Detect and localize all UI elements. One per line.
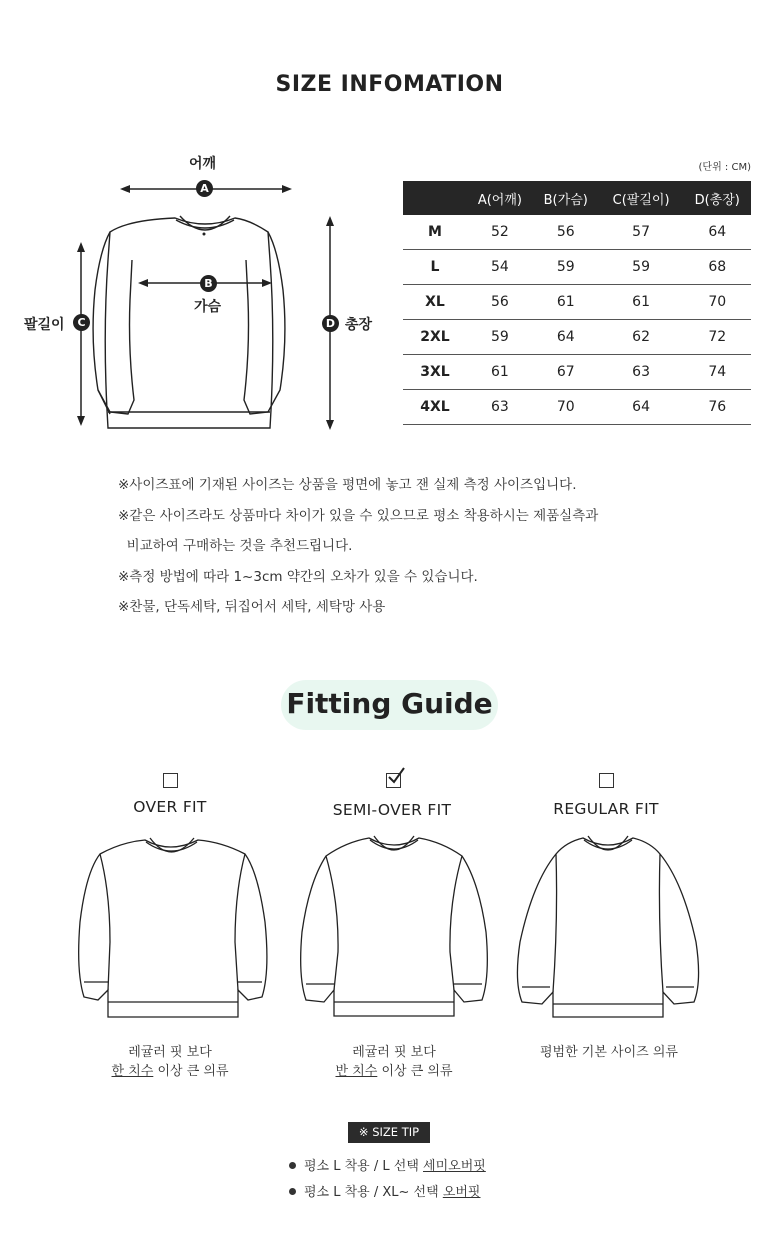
over-fit-sweatshirt <box>70 832 275 1027</box>
table-cell: 72 <box>683 320 751 355</box>
size-tip-line <box>289 1181 481 1200</box>
fit-desc-semi-over <box>274 1043 514 1081</box>
table-cell: 57 <box>599 215 684 250</box>
size-tip-text: 평소 L 착용 / XL~ 선택 <box>304 1185 443 1200</box>
table-row <box>403 215 751 250</box>
fit-label-regular: REGULAR FIT <box>553 800 659 818</box>
fit-desc-line: 평범한 기본 사이즈 의류 <box>540 1045 678 1060</box>
table-header-cell <box>403 181 467 215</box>
marker-b: B <box>200 275 217 292</box>
fitting-guide-title: Fitting Guide <box>281 680 498 730</box>
sleeve-label: 팔길이 <box>24 317 65 333</box>
fit-label-semi-over: SEMI-OVER FIT <box>332 801 452 819</box>
fit-desc-line <box>50 1062 290 1081</box>
fit-desc-rest: 이상 큰 의류 <box>377 1064 453 1079</box>
fit-label-over: OVER FIT <box>133 798 207 816</box>
table-cell: 63 <box>467 390 533 425</box>
table-cell: 56 <box>533 215 599 250</box>
table-row <box>403 320 751 355</box>
table-cell: 67 <box>533 355 599 390</box>
page-title: SIZE INFOMATION <box>275 72 504 97</box>
table-header-cell: B(가슴) <box>533 181 599 215</box>
size-table-header <box>403 181 751 215</box>
fit-desc-line <box>274 1062 514 1081</box>
fit-desc-emphasis: 한 치수 <box>111 1064 154 1079</box>
size-notes <box>118 470 598 623</box>
note-line: ※찬물, 단독세탁, 뒤집어서 세탁, 세탁망 사용 <box>118 599 386 615</box>
bullet-icon <box>289 1162 296 1169</box>
table-cell: 54 <box>467 250 533 285</box>
marker-c: C <box>73 314 90 331</box>
table-cell: 61 <box>599 285 684 320</box>
table-cell: 70 <box>683 285 751 320</box>
size-table <box>403 181 751 425</box>
table-cell: 59 <box>599 250 684 285</box>
shoulder-label: 어깨 <box>189 156 217 172</box>
fit-desc-regular <box>489 1043 729 1062</box>
checkbox-icon <box>599 773 614 788</box>
size-tip-badge: ※ SIZE TIP <box>348 1122 430 1143</box>
table-row <box>403 285 751 320</box>
chest-label: 가슴 <box>194 299 222 315</box>
bullet-icon <box>289 1188 296 1195</box>
note-line: ※측정 방법에 따라 1~3cm 약간의 오차가 있을 수 있습니다. <box>118 568 478 585</box>
table-cell: 64 <box>533 320 599 355</box>
table-row <box>403 355 751 390</box>
checkmark-icon <box>384 765 406 787</box>
table-cell: 61 <box>533 285 599 320</box>
size-tip-emphasis: 세미오버핏 <box>423 1159 486 1174</box>
semi-over-fit-sweatshirt <box>294 832 494 1027</box>
table-cell: 63 <box>599 355 684 390</box>
length-label: 총장 <box>345 317 373 333</box>
table-row <box>403 250 751 285</box>
table-cell: 70 <box>533 390 599 425</box>
fit-desc-emphasis: 반 치수 <box>335 1064 378 1079</box>
table-cell: 52 <box>467 215 533 250</box>
checkbox-icon <box>163 773 178 788</box>
fit-desc-line: 레귤러 핏 보다 <box>128 1045 212 1060</box>
table-cell: 64 <box>599 390 684 425</box>
size-tip-line <box>289 1155 486 1174</box>
size-cell: XL <box>403 285 467 320</box>
fit-desc-rest: 이상 큰 의류 <box>153 1064 229 1079</box>
fit-desc-line: 레귤러 핏 보다 <box>352 1045 436 1060</box>
marker-a: A <box>196 180 213 197</box>
note-line: ※같은 사이즈라도 상품마다 차이가 있을 수 있으므로 평소 착용하시는 제품실측과 <box>118 507 599 524</box>
table-cell: 56 <box>467 285 533 320</box>
marker-d: D <box>322 315 339 332</box>
note-line: 비교하여 구매하는 것을 추천드립니다. <box>118 538 353 554</box>
table-row <box>403 390 751 425</box>
note-line: ※사이즈표에 기재된 사이즈는 상품을 평면에 놓고 잰 실제 측정 사이즈입니다. <box>118 477 577 493</box>
size-tip-text: 평소 L 착용 / L 선택 <box>304 1159 424 1174</box>
table-cell: 61 <box>467 355 533 390</box>
size-cell: 2XL <box>403 320 467 355</box>
size-cell: 4XL <box>403 390 467 425</box>
table-cell: 62 <box>599 320 684 355</box>
table-header-cell: A(어깨) <box>467 181 533 215</box>
size-cell: M <box>403 215 467 250</box>
unit-label: (단위 : CM) <box>698 162 751 173</box>
table-cell: 68 <box>683 250 751 285</box>
size-cell: 3XL <box>403 355 467 390</box>
table-header-cell: D(총장) <box>683 181 751 215</box>
table-cell: 64 <box>683 215 751 250</box>
table-header-cell: C(팔길이) <box>599 181 684 215</box>
table-cell: 59 <box>467 320 533 355</box>
table-cell: 74 <box>683 355 751 390</box>
table-cell: 59 <box>533 250 599 285</box>
fit-desc-over <box>50 1043 290 1081</box>
table-cell: 76 <box>683 390 751 425</box>
size-tip-emphasis: 오버핏 <box>442 1185 481 1200</box>
size-cell: L <box>403 250 467 285</box>
regular-fit-sweatshirt <box>508 832 708 1027</box>
